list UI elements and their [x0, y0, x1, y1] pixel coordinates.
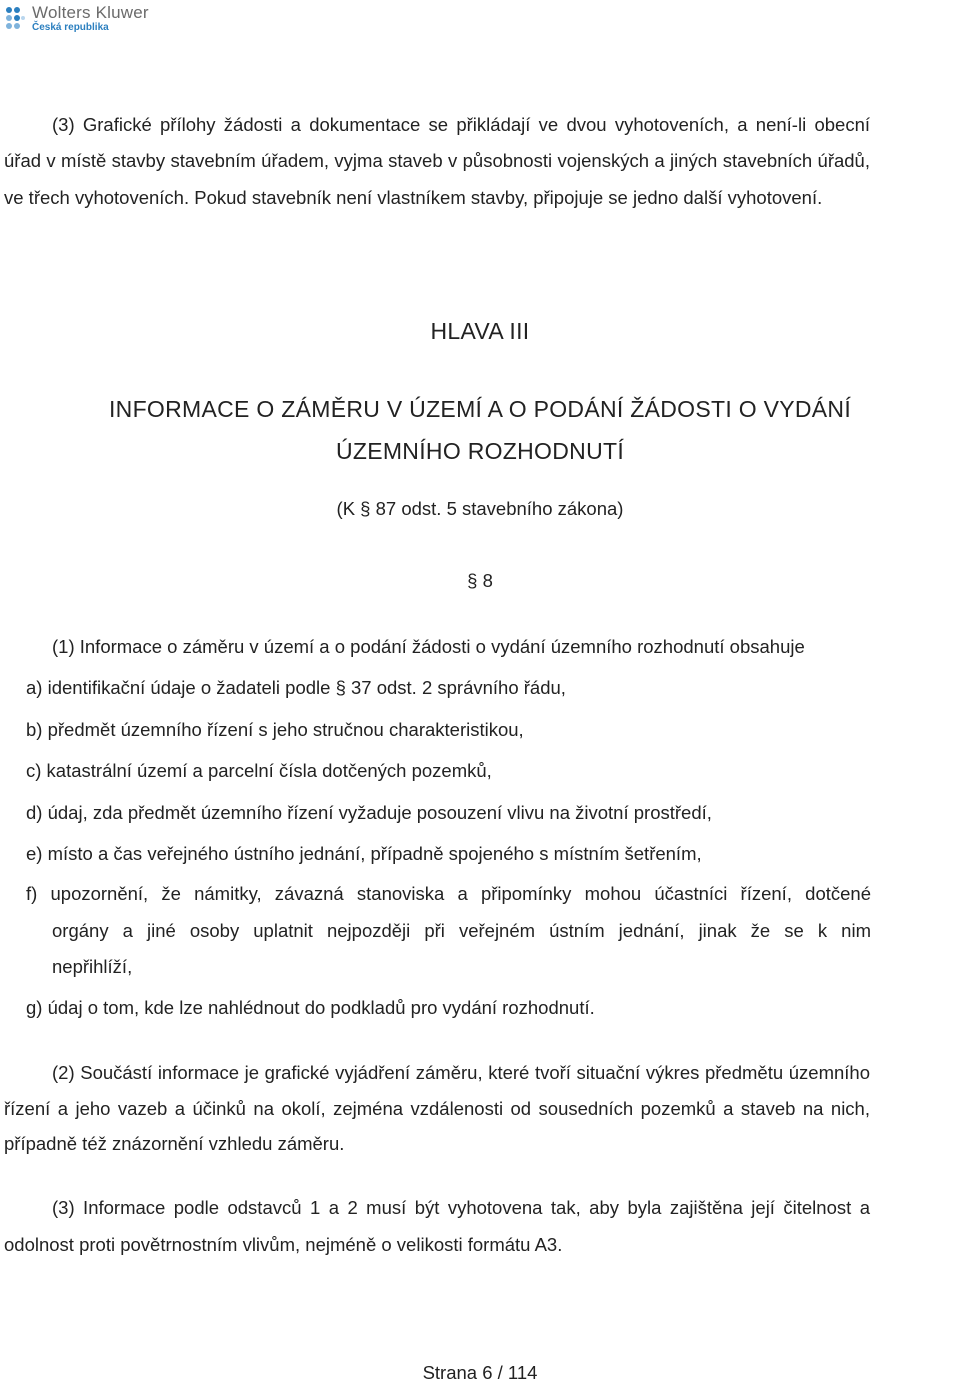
- paragraph-2: (2) Součástí informace je grafické vyjádření záměru, které tvoří situační výkres předmětu územního řízení a jeho vazeb a účinků na okolí, zejména vzdálenosti od sousedních pozemků a staveb na nich, případně též znázornění vzhledu záměru.: [4, 1062, 870, 1154]
- list-item-c: c) katastrální území a parcelní čísla dotčených pozemků,: [26, 760, 492, 781]
- paragraph-3: (3) Informace podle odstavců 1 a 2 musí být vyhotovena tak, aby byla zajištěna její čitelnost a odolnost proti povětrnostním vlivům, nejméně o velikosti formátu A3.: [4, 1197, 870, 1255]
- list-item-d: d) údaj, zda předmět územního řízení vyžaduje posouzení vlivu na životní prostředí,: [26, 802, 712, 823]
- chapter-subtitle-line2: ÚZEMNÍHO ROZHODNUTÍ: [335, 438, 625, 464]
- legal-reference: (K § 87 odst. 5 stavebního zákona): [336, 498, 624, 519]
- chapter-title: HLAVA III: [430, 318, 530, 344]
- logo-subtitle: Česká republika: [32, 22, 109, 33]
- list-item-f: [26, 876, 871, 986]
- intro-paragraph: (3) Grafické přílohy žádosti a dokumentace se přikládají ve dvou vyhotoveních, a není-li obecní úřad v místě stavby stavebním úřadem, vyjma staveb v působnosti vojenských a jiných stavebních úřadů, ve třech vyhotoveních. Pokud stavebník není vlastníkem stavby, připojuje se jedno další vyhotovení.: [4, 114, 870, 208]
- section-intro: (1) Informace o záměru v území a o podání žádosti o vydání územního rozhodnutí obsahuje: [52, 636, 805, 657]
- list-item-f-line2: orgány a jiné osoby uplatnit nejpozději při veřejném ústním jednání, jinak že se k nim: [52, 919, 871, 941]
- list-item-g: g) údaj o tom, kde lze nahlédnout do podkladů pro vydání rozhodnutí.: [26, 997, 595, 1018]
- list-item-e: e) místo a čas veřejného ústního jednání, případně spojeného s místním šetřením,: [26, 843, 702, 864]
- list-item-a: a) identifikační údaje o žadateli podle § 37 odst. 2 správního řádu,: [26, 677, 566, 698]
- publisher-logo: [4, 4, 149, 33]
- page-number: Strana 6 / 114: [422, 1362, 538, 1383]
- list-item-f-line1: f) upozornění, že námitky, závazná stanoviska a připomínky mohou účastníci řízení, dotčené: [26, 883, 871, 904]
- logo-name: Wolters Kluwer: [32, 3, 149, 22]
- chapter-subtitle-line1: INFORMACE O ZÁMĚRU V ÚZEMÍ A O PODÁNÍ ŽÁDOSTI O VYDÁNÍ: [108, 396, 852, 422]
- section-number: § 8: [467, 570, 493, 591]
- wolters-kluwer-logo-icon: [4, 5, 26, 33]
- list-item-b: b) předmět územního řízení s jeho stručnou charakteristikou,: [26, 719, 524, 740]
- list-item-f-line3: nepřihlíží,: [52, 956, 133, 977]
